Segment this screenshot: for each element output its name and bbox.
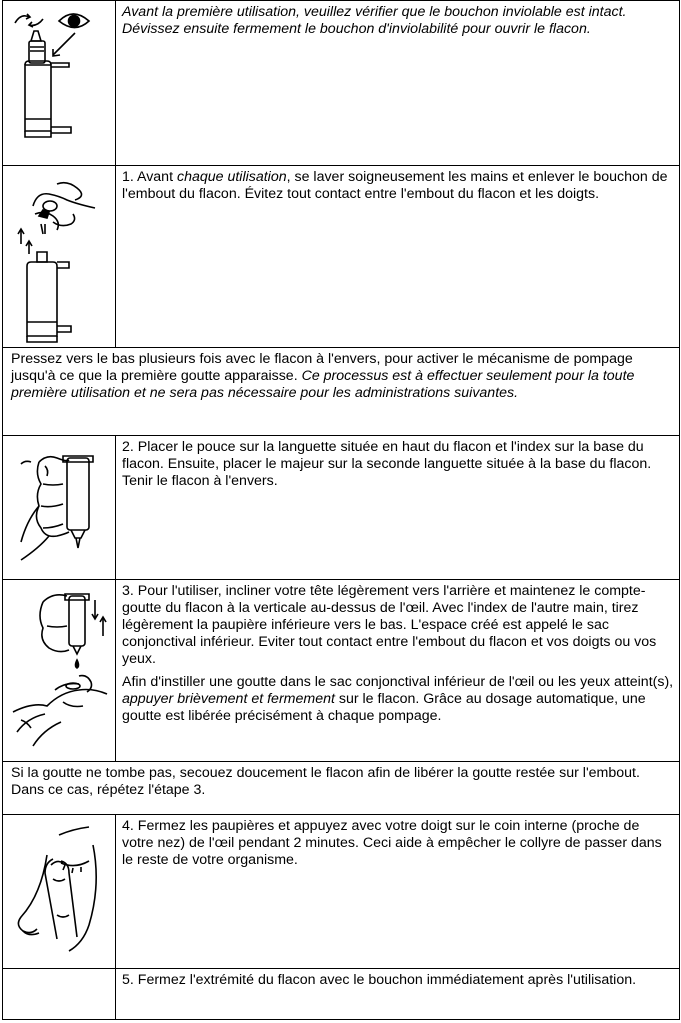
- row-step3: [3, 580, 680, 762]
- row-intro: [3, 1, 680, 166]
- illustration-intro: [3, 1, 116, 166]
- row-step4: [3, 815, 680, 969]
- row-step5: [3, 969, 680, 1020]
- row-step2: [3, 436, 680, 580]
- hand-hold-bottle-icon: [3, 436, 115, 579]
- illustration-step3: [3, 580, 116, 762]
- illustration-step1: [3, 166, 116, 348]
- text-nodrop: Si la goutte ne tombe pas, secouez doucement le flacon afin de libérer la goutte restée sur l'embout. Dans ce cas, répétez l'étape 3.: [3, 762, 680, 815]
- text-priming: Pressez vers le bas plusieurs fois avec le flacon à l'envers, pour activer le mécanisme de pompage jusqu'à ce que la première goutte apparaisse. Ce processus est à effectuer seulement pour la toute première utilisation et ne sera pas nécessaire pour les administrations suivantes.: [3, 348, 680, 436]
- instructions-table: [2, 0, 680, 1020]
- remove-cap-icon: [3, 166, 115, 347]
- bottle-eye-unscrew-icon: [3, 1, 115, 165]
- text-step1: 1. Avant chaque utilisation, se laver soigneusement les mains et enlever le bouchon de l'embout du flacon. Évitez tout contact entre l'embout du flacon et les doigts.: [116, 166, 680, 348]
- text-intro: Avant la première utilisation, veuillez vérifier que le bouchon inviolable est intact. Dévissez ensuite fermement le bouchon d'inviolabilité pour ouvrir le flacon.: [116, 1, 680, 166]
- press-eye-corner-icon: [3, 815, 115, 968]
- text-step2: 2. Placer le pouce sur la languette située en haut du flacon et l'index sur la base du flacon. Ensuite, placer le majeur sur la seconde languette située à la base du flacon. Tenir le flacon à l'envers.: [116, 436, 680, 580]
- text-step3: 3. Pour l'utiliser, incliner votre tête légèrement vers l'arrière et maintenez le compte-goutte du flacon à la verticale au-dessus de l'œil. Avec l'index de l'autre main, tirez légèrement la paupière inférieure vers le bas. L'espace créé est appelé le sac conjonctival inférieur. Eviter tout contact entre l'embout du flacon et vos doigts ou vos yeux. Afin d'instiller une goutte dans le sac conjonctival inférieur de l'œil ou les yeux atteint(s), appuyer brièvement et fermement sur le flacon. Grâce au dosage automatique, une goutte est libérée précisément à chaque pompage.: [116, 580, 680, 762]
- row-step1: [3, 166, 680, 348]
- illustration-step2: [3, 436, 116, 580]
- instill-drop-icon: [3, 580, 115, 761]
- text-step5: 5. Fermez l'extrémité du flacon avec le bouchon immédiatement après l'utilisation.: [116, 969, 680, 1020]
- illustration-step4: [3, 815, 116, 969]
- text-step4: 4. Fermez les paupières et appuyez avec votre doigt sur le coin interne (proche de votre nez) de l'œil pendant 2 minutes. Ceci aide à empêcher le collyre de passer dans le reste de votre organisme.: [116, 815, 680, 969]
- row-priming: [3, 348, 680, 436]
- illustration-step5-empty: [3, 969, 116, 1020]
- row-nodrop: [3, 762, 680, 815]
